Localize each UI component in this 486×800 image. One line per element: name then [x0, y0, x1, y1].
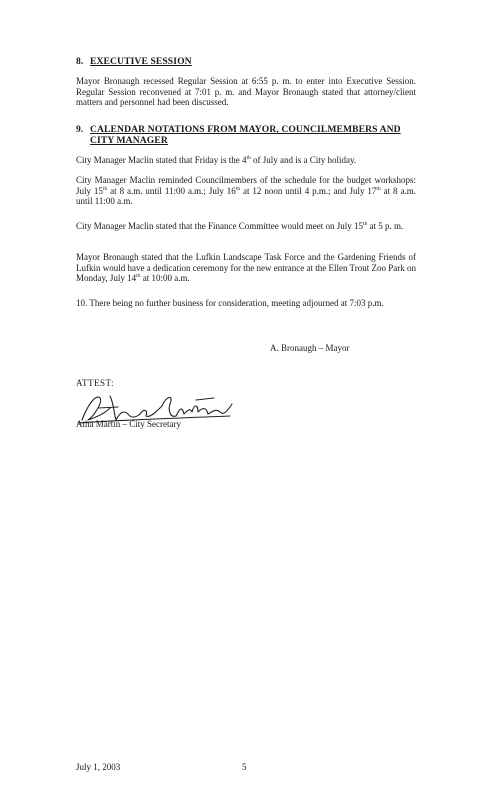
section-8-heading: [76, 56, 192, 67]
section-8-number: 8.: [76, 56, 84, 67]
budget-workshop-paragraph: City Manager Maclin reminded Councilmembers of the schedule for the budget workshops: July 15th at 8 a.m. until 11:00 a.m.; July 16th at 12 noon until 4 p.m.; and July 17th at 8 a.m. until 11:00 a.m.: [76, 175, 416, 207]
section-9-title-line-1: CALENDAR NOTATIONS FROM MAYOR, COUNCILMEMBERS AND: [90, 124, 401, 135]
section-9-number: 9.: [76, 124, 84, 135]
section-8-title: EXECUTIVE SESSION: [90, 56, 192, 67]
finance-committee-paragraph: City Manager Maclin stated that the Finance Committee would meet on July 15th at 5 p. m.: [76, 221, 404, 231]
attest-label: ATTEST:: [76, 378, 115, 388]
dedication-paragraph: Mayor Bronaugh stated that the Lufkin Landscape Task Force and the Gardening Friends of Lufkin would have a dedication ceremony for the new entrance at the Ellen Trout Zoo Park on Monday, July 14th at 10:00 a.m.: [76, 252, 416, 284]
mayor-signature-line: A. Bronaugh – Mayor: [270, 343, 350, 353]
holiday-paragraph: City Manager Maclin stated that Friday is the 4th of July and is a City holiday.: [76, 155, 357, 165]
page-number: 5: [242, 762, 247, 772]
city-secretary-name: Atha Martin – City Secretary: [76, 419, 181, 429]
section-8-text: Mayor Bronaugh recessed Regular Session at 6:55 p. m. to enter into Executive Session. Regular Session reconvened at 7:01 p. m. and Mayor Bronaugh stated that attorney/client matters and personnel had been discussed.: [76, 76, 416, 108]
section-9-heading: [76, 124, 416, 146]
section-9-title-line-2: CITY MANAGER: [90, 135, 168, 146]
adjournment-paragraph: 10. There being no further business for consideration, meeting adjourned at 7:03 p.m.: [76, 298, 384, 308]
footer-date: July 1, 2003: [76, 762, 121, 772]
